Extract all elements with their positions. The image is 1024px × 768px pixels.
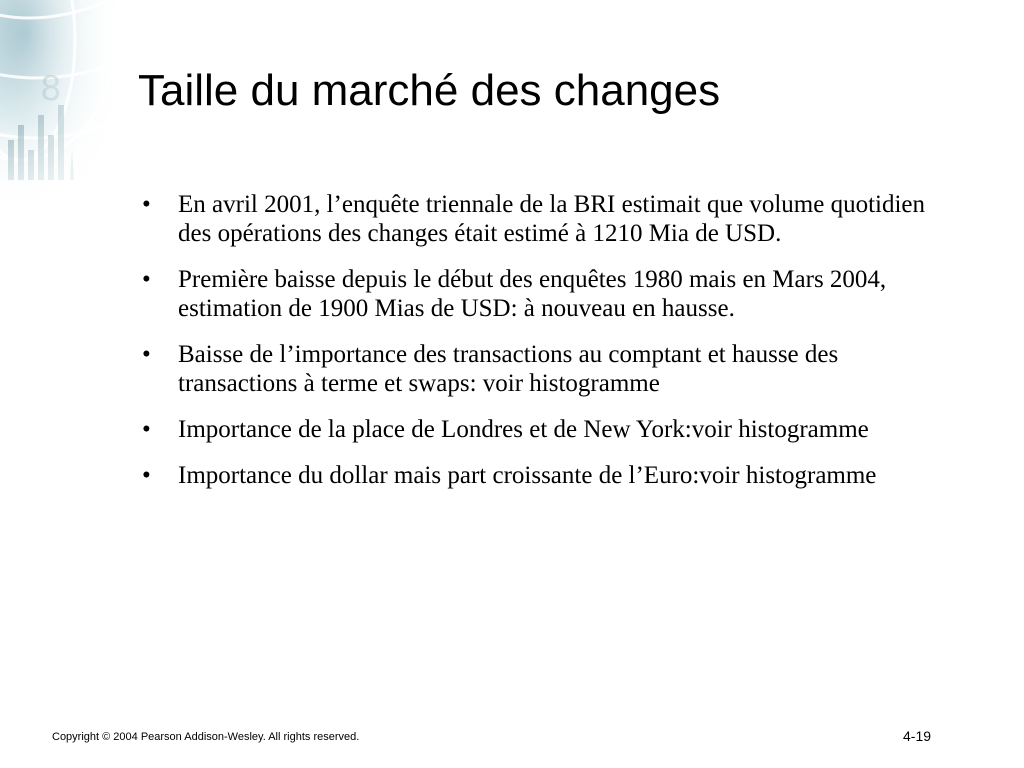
- bullet-dot-icon: •: [142, 462, 151, 489]
- bullet-text: Importance de la place de Londres et de New York:voir histogramme: [178, 416, 869, 443]
- globe-finance-graphic-icon: [0, 0, 130, 220]
- bullet-text: Première baisse depuis le début des enquêtes 1980 mais en Mars 2004, estimation de 1900 Mias de USD: à nouveau en hausse.: [178, 266, 887, 322]
- page-number: 4-19: [903, 728, 932, 744]
- bullet-dot-icon: •: [142, 266, 151, 293]
- bullet-item: [138, 265, 938, 323]
- bullet-item: [138, 340, 938, 398]
- bullet-text: En avril 2001, l’enquête triennale de la BRI estimait que volume quotidien des opérations des changes était estimé à 1210 Mia de USD.: [178, 191, 926, 247]
- bullet-dot-icon: •: [142, 341, 151, 368]
- bullet-item: [138, 190, 938, 248]
- bullet-item: [138, 461, 938, 490]
- bullet-list: [138, 190, 938, 507]
- bullet-dot-icon: •: [142, 416, 151, 443]
- bullet-text: Importance du dollar mais part croissante de l’Euro:voir histogramme: [178, 462, 877, 489]
- bullet-item: [138, 415, 938, 444]
- bullet-dot-icon: •: [142, 191, 151, 218]
- slide-title: Taille du marché des changes: [138, 66, 721, 115]
- bullet-text: Baisse de l’importance des transactions au comptant et hausse des transactions à terme et swaps: voir histogramme: [178, 341, 839, 397]
- footer-copyright: Copyright © 2004 Pearson Addison-Wesley. All rights reserved.: [52, 731, 360, 743]
